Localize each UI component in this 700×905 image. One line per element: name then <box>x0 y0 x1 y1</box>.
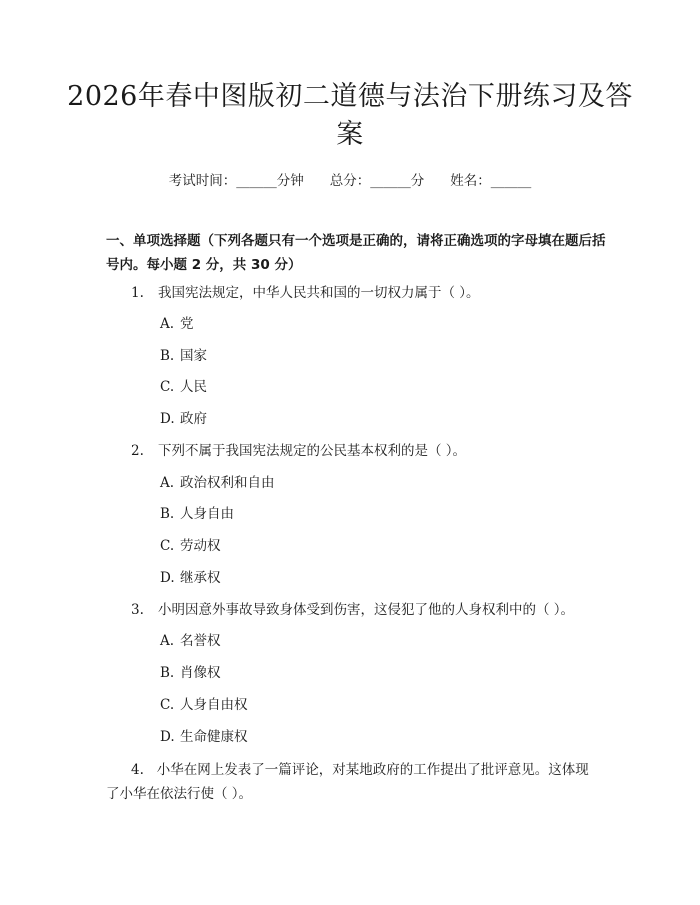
exam-time-field: 考试时间：______分钟 <box>168 173 304 189</box>
option-letter: D. <box>160 411 175 427</box>
question-2 <box>131 441 466 461</box>
total-score-field: 总分：______分 <box>329 173 425 189</box>
name-field: 姓名：______ <box>450 173 532 189</box>
option-letter: C. <box>160 538 175 554</box>
option-letter: A. <box>160 633 175 649</box>
option-letter: B. <box>160 506 175 522</box>
option-text: 人民 <box>180 379 207 395</box>
question-1 <box>131 283 480 303</box>
option-letter: C. <box>160 697 175 713</box>
option-text: 政治权利和自由 <box>180 475 275 491</box>
option-text: 生命健康权 <box>180 729 248 745</box>
question-3 <box>131 600 574 620</box>
question-3-option-b <box>160 663 221 683</box>
option-letter: A. <box>160 316 175 332</box>
question-1-option-b <box>160 346 207 366</box>
section-heading: 一、单项选择题（下列各题只有一个选项是正确的，请将正确选项的字母填在题后括号内。每小题 2 分，共 30 分） <box>106 233 606 273</box>
question-2-option-c <box>160 536 221 556</box>
question-3-option-c <box>160 695 248 715</box>
option-text: 劳动权 <box>180 538 221 554</box>
question-1-option-d <box>160 409 207 429</box>
option-letter: B. <box>160 665 175 681</box>
option-letter: B. <box>160 348 175 364</box>
question-number: 3. <box>131 602 144 618</box>
document-title: 2026年春中图版初二道德与法治下册练习及答案 <box>67 81 633 150</box>
question-number: 2. <box>131 443 144 459</box>
option-letter: C. <box>160 379 175 395</box>
question-4 <box>106 758 600 806</box>
question-2-option-b <box>160 504 234 524</box>
option-text: 国家 <box>180 348 207 364</box>
question-3-option-d <box>160 727 248 747</box>
question-stem: 下列不属于我国宪法规定的公民基本权利的是（ ）。 <box>158 443 467 459</box>
option-text: 政府 <box>180 411 207 427</box>
option-text: 继承权 <box>180 570 221 586</box>
option-letter: D. <box>160 729 175 745</box>
question-stem: 我国宪法规定，中华人民共和国的一切权力属于（ ）。 <box>158 285 480 301</box>
option-text: 人身自由 <box>180 506 234 522</box>
question-number: 1. <box>131 285 144 301</box>
option-text: 名誉权 <box>180 633 221 649</box>
question-stem: 小华在网上发表了一篇评论，对某地政府的工作提出了批评意见。这体现了小华在依法行使（ ）。 <box>106 762 589 802</box>
option-text: 肖像权 <box>180 665 221 681</box>
question-3-option-a <box>160 631 221 651</box>
question-2-option-d <box>160 568 221 588</box>
option-text: 人身自由权 <box>180 697 248 713</box>
option-letter: A. <box>160 475 175 491</box>
question-2-option-a <box>160 473 275 493</box>
option-text: 党 <box>180 316 194 332</box>
question-stem: 小明因意外事故导致身体受到伤害，这侵犯了他的人身权利中的（ ）。 <box>158 602 575 618</box>
question-1-option-c <box>160 377 207 397</box>
exam-info-line <box>0 169 700 189</box>
option-letter: D. <box>160 570 175 586</box>
question-number: 4. <box>131 762 144 778</box>
question-1-option-a <box>160 314 194 334</box>
